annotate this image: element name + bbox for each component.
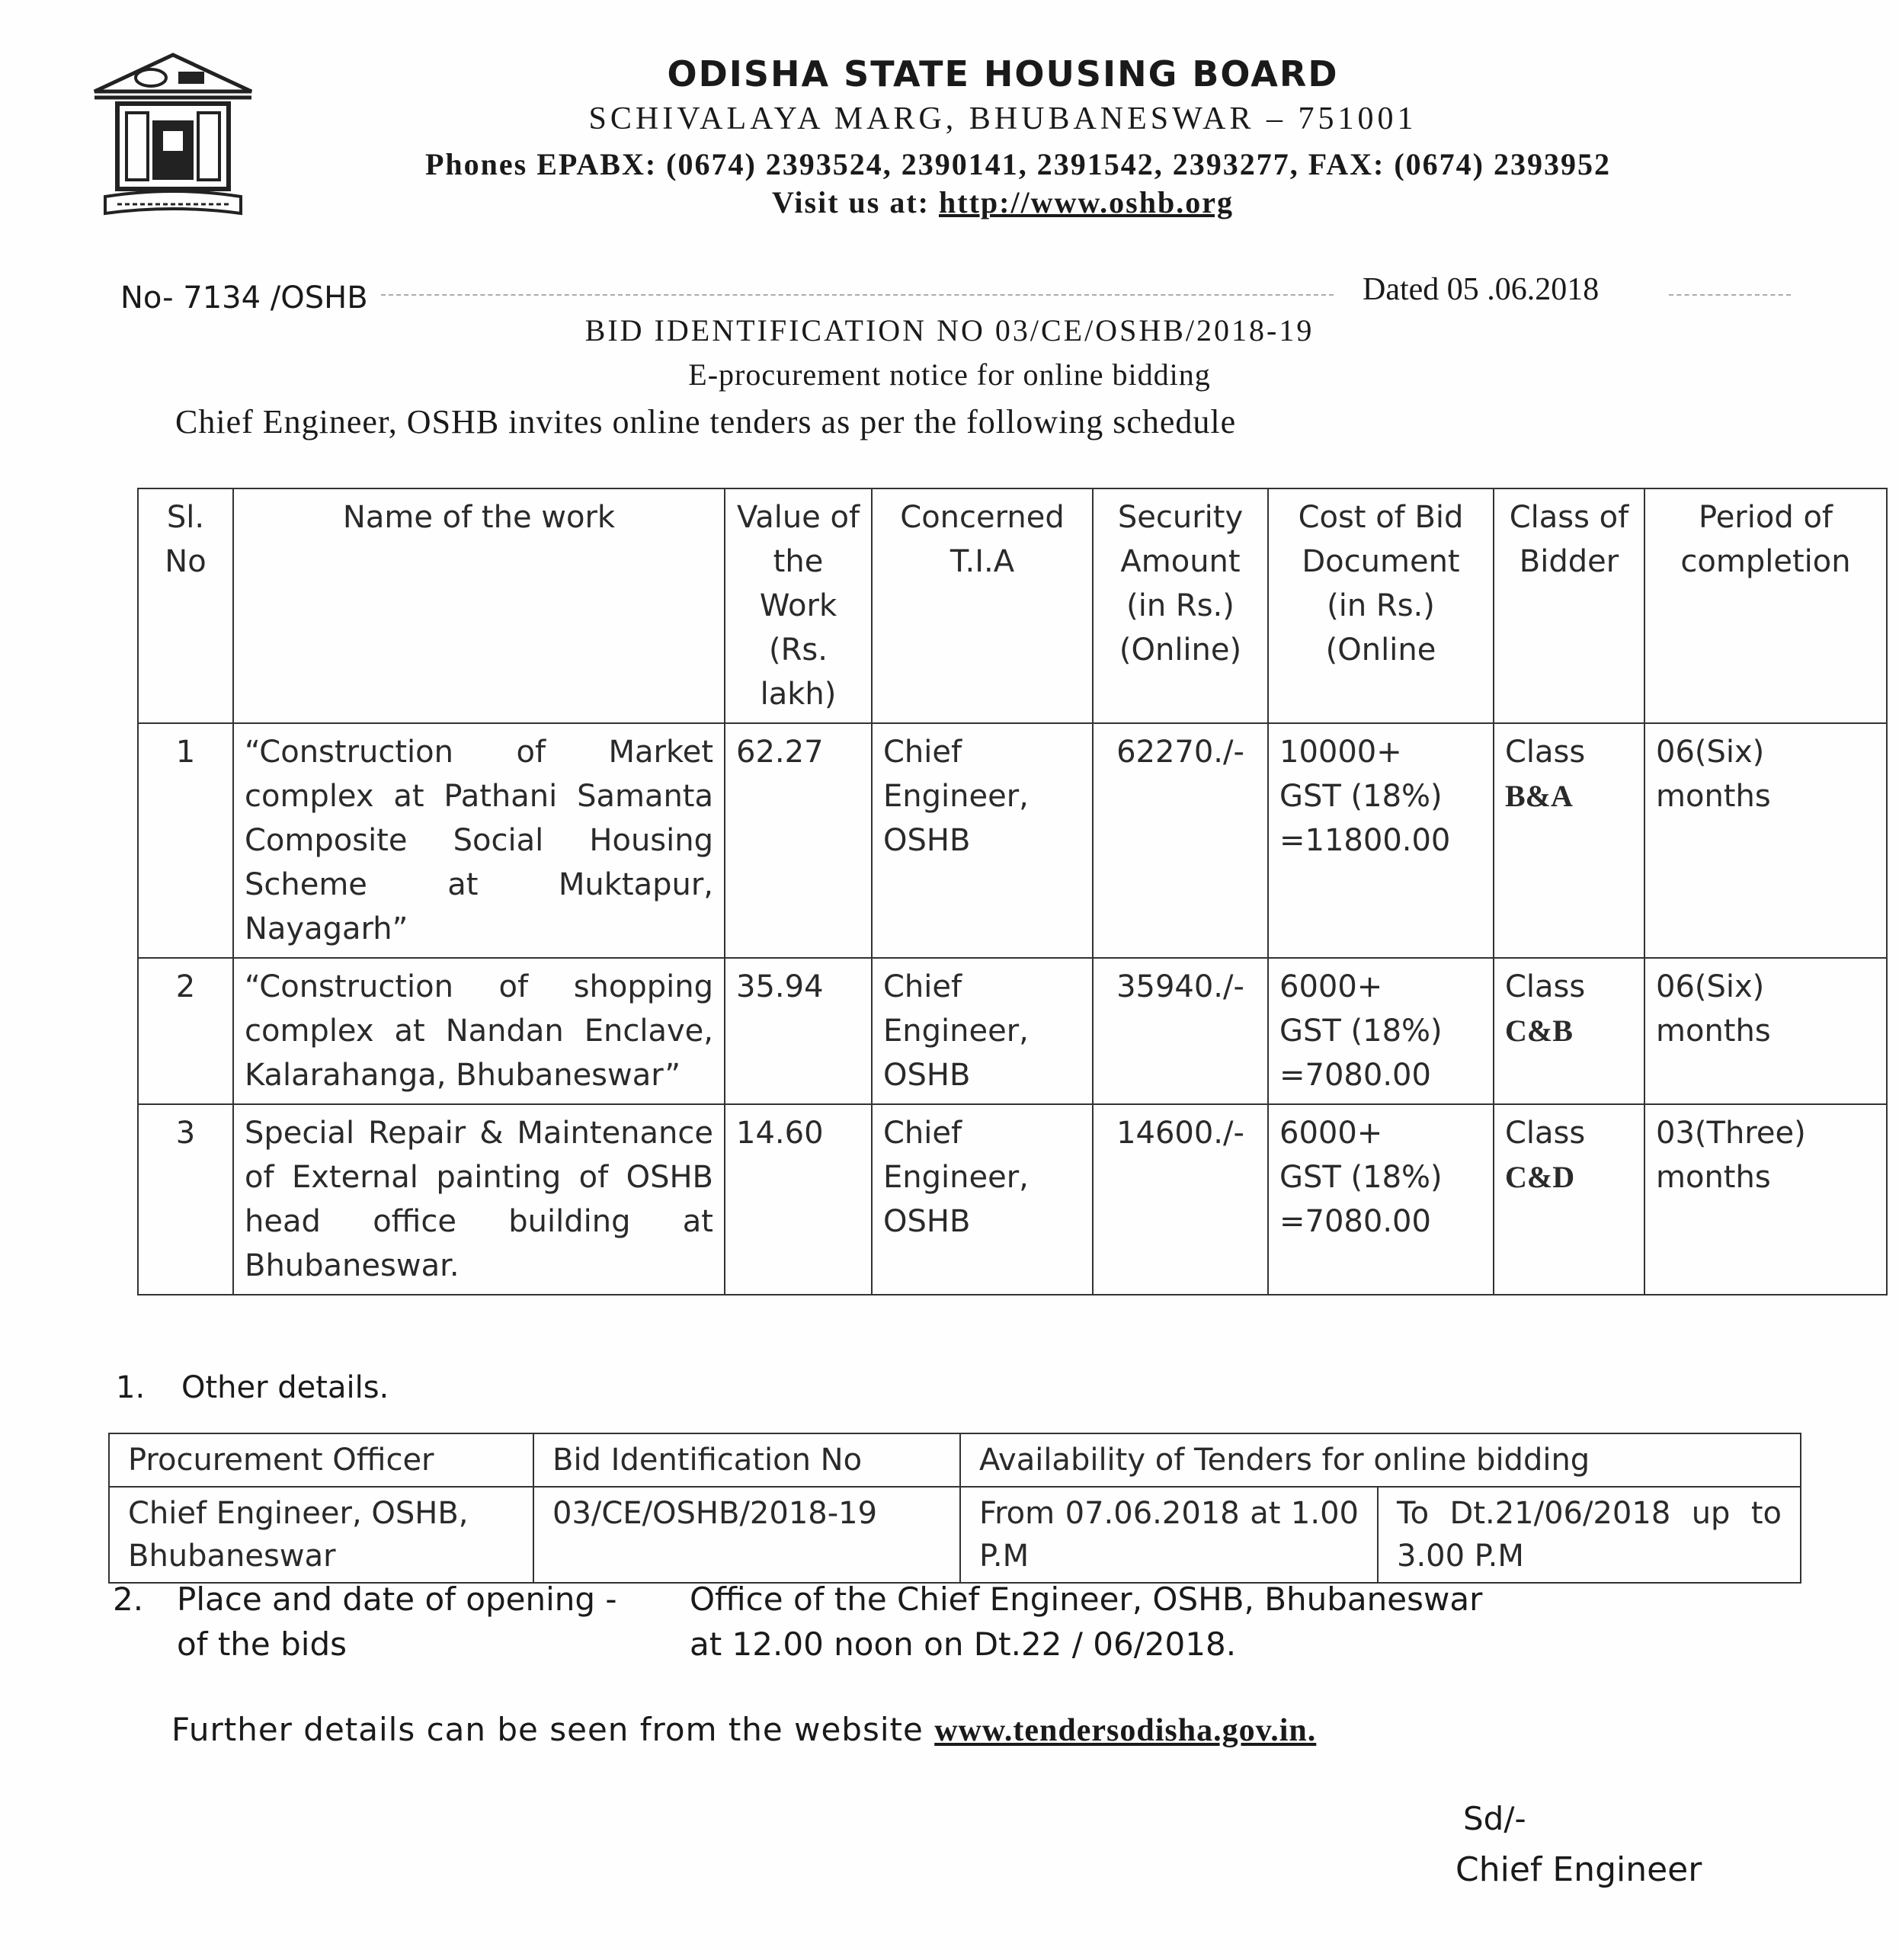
cell-security: 14600./- (1093, 1104, 1268, 1295)
tender-schedule-table (137, 488, 1888, 1295)
column-header-bid-document-cost: Cost of Bid Document (in Rs.) (Online (1268, 488, 1494, 723)
further-details-text: Further details can be seen from the website (171, 1711, 935, 1748)
class-prefix: Class (1505, 1116, 1586, 1151)
bid-identification-heading: BID IDENTIFICATION NO 03/CE/OSHB/2018-19 (584, 313, 1315, 347)
opening-label-line1: Place and date of opening - (177, 1580, 617, 1618)
organization-address: SCHIVALAYA MARG, BHUBANESWAR – 751001 (588, 101, 1417, 136)
organization-phones: Phones EPABX: (0674) 2393524, 2390141, 2391542, 2393277, FAX: (0674) 2393952 (424, 147, 1611, 181)
cell-class (1494, 1104, 1644, 1295)
cell-security: 35940./- (1093, 958, 1268, 1104)
class-prefix: Class (1505, 969, 1586, 1004)
cell-value: 62.27 (725, 723, 872, 958)
bid-cost-base: 6000+ (1279, 969, 1383, 1004)
class-code: B&A (1505, 779, 1573, 813)
signatory-title: Chief Engineer (1455, 1850, 1702, 1889)
other-details-number: 1. (116, 1370, 146, 1405)
column-header-sl-no: Sl. No (138, 488, 233, 723)
bid-cost-total: =7080.00 (1279, 1204, 1431, 1239)
cell-bid-cost (1268, 958, 1494, 1104)
cell-value: 35.94 (725, 958, 872, 1104)
value-availability-to: To Dt.21/06/2018 up to 3.00 P.M (1378, 1487, 1801, 1583)
cell-sl-no: 2 (138, 958, 233, 1104)
organization-website-line (0, 184, 1899, 220)
other-details-label: Other details. (181, 1370, 389, 1405)
bid-cost-total: =7080.00 (1279, 1058, 1431, 1093)
opening-label-line2: of the bids (177, 1625, 347, 1663)
details-header-row (109, 1433, 1801, 1487)
table-row (138, 723, 1887, 958)
cell-sl-no: 3 (138, 1104, 233, 1295)
other-details-table (108, 1433, 1801, 1584)
reference-date: Dated 05 .06.2018 (1363, 272, 1600, 307)
cell-period: 06(Six) months (1644, 958, 1887, 1104)
cell-security: 62270./- (1093, 723, 1268, 958)
reference-number: No- 7134 /OSHB (120, 280, 368, 315)
bid-cost-gst: GST (18%) (1279, 779, 1443, 814)
opening-value (690, 1577, 1482, 1667)
cell-period: 03(Three) months (1644, 1104, 1887, 1295)
invitation-text: Chief Engineer, OSHB invites online tenders as per the following schedule (175, 403, 1237, 440)
column-header-name-of-work: Name of the work (233, 488, 725, 723)
value-availability-from: From 07.06.2018 at 1.00 P.M (960, 1487, 1378, 1583)
value-procurement-officer: Chief Engineer, OSHB, Bhubaneswar (109, 1487, 533, 1583)
cell-sl-no: 1 (138, 723, 233, 958)
opening-label (113, 1577, 617, 1667)
class-code: C&B (1505, 1014, 1573, 1048)
website-link[interactable]: http://www.oshb.org (939, 185, 1234, 219)
bid-cost-gst: GST (18%) (1279, 1014, 1443, 1049)
table-row (138, 958, 1887, 1104)
bid-cost-base: 6000+ (1279, 1116, 1383, 1151)
header-availability: Availability of Tenders for online bidding (960, 1433, 1801, 1487)
header-bid-identification: Bid Identification No (533, 1433, 960, 1487)
organization-name: ODISHA STATE HOUSING BOARD (667, 53, 1339, 94)
details-value-row (109, 1487, 1801, 1583)
signature-sd: Sd/- (1463, 1800, 1526, 1837)
cell-tia: Chief Engineer, OSHB (872, 1104, 1093, 1295)
cell-bid-cost (1268, 1104, 1494, 1295)
further-details-line (171, 1711, 1316, 1749)
column-header-period: Period of completion (1644, 488, 1887, 723)
column-header-value: Value of the Work (Rs. lakh) (725, 488, 872, 723)
cell-tia: Chief Engineer, OSHB (872, 958, 1093, 1104)
cell-tia: Chief Engineer, OSHB (872, 723, 1093, 958)
other-details-heading (116, 1370, 389, 1405)
column-header-security-amount: Security Amount (in Rs.) (Online) (1093, 488, 1268, 723)
bid-cost-total: =11800.00 (1279, 823, 1451, 858)
e-procurement-notice-heading: E-procurement notice for online bidding (688, 357, 1211, 392)
opening-number: 2. (113, 1580, 144, 1618)
table-header-row (138, 488, 1887, 723)
opening-value-line1: Office of the Chief Engineer, OSHB, Bhubaneswar (690, 1580, 1483, 1618)
opening-value-line2: at 12.00 noon on Dt.22 / 06/2018. (690, 1625, 1237, 1663)
cell-period: 06(Six) months (1644, 723, 1887, 958)
tenders-website-link[interactable]: www.tendersodisha.gov.in. (934, 1713, 1317, 1748)
value-bid-identification: 03/CE/OSHB/2018-19 (533, 1487, 960, 1583)
class-code: C&D (1505, 1160, 1575, 1194)
header-procurement-officer: Procurement Officer (109, 1433, 533, 1487)
cell-work-name: “Construction of shopping complex at Nandan Enclave, Kalarahanga, Bhubaneswar” (233, 958, 725, 1104)
cell-bid-cost (1268, 723, 1494, 958)
class-prefix: Class (1505, 735, 1586, 770)
cell-class (1494, 723, 1644, 958)
reference-dotted-line (381, 294, 1334, 296)
bid-cost-gst: GST (18%) (1279, 1160, 1443, 1195)
table-row (138, 1104, 1887, 1295)
date-dotted-line (1669, 294, 1791, 296)
cell-work-name: Special Repair & Maintenance of External painting of OSHB head office building at Bhubaneswar. (233, 1104, 725, 1295)
bid-cost-base: 10000+ (1279, 735, 1402, 770)
website-label: Visit us at: (772, 185, 939, 219)
column-header-class-of-bidder: Class of Bidder (1494, 488, 1644, 723)
cell-value: 14.60 (725, 1104, 872, 1295)
cell-class (1494, 958, 1644, 1104)
column-header-tia: Concerned T.I.A (872, 488, 1093, 723)
cell-work-name: “Construction of Market complex at Pathani Samanta Composite Social Housing Scheme at Muktapur, Nayagarh” (233, 723, 725, 958)
